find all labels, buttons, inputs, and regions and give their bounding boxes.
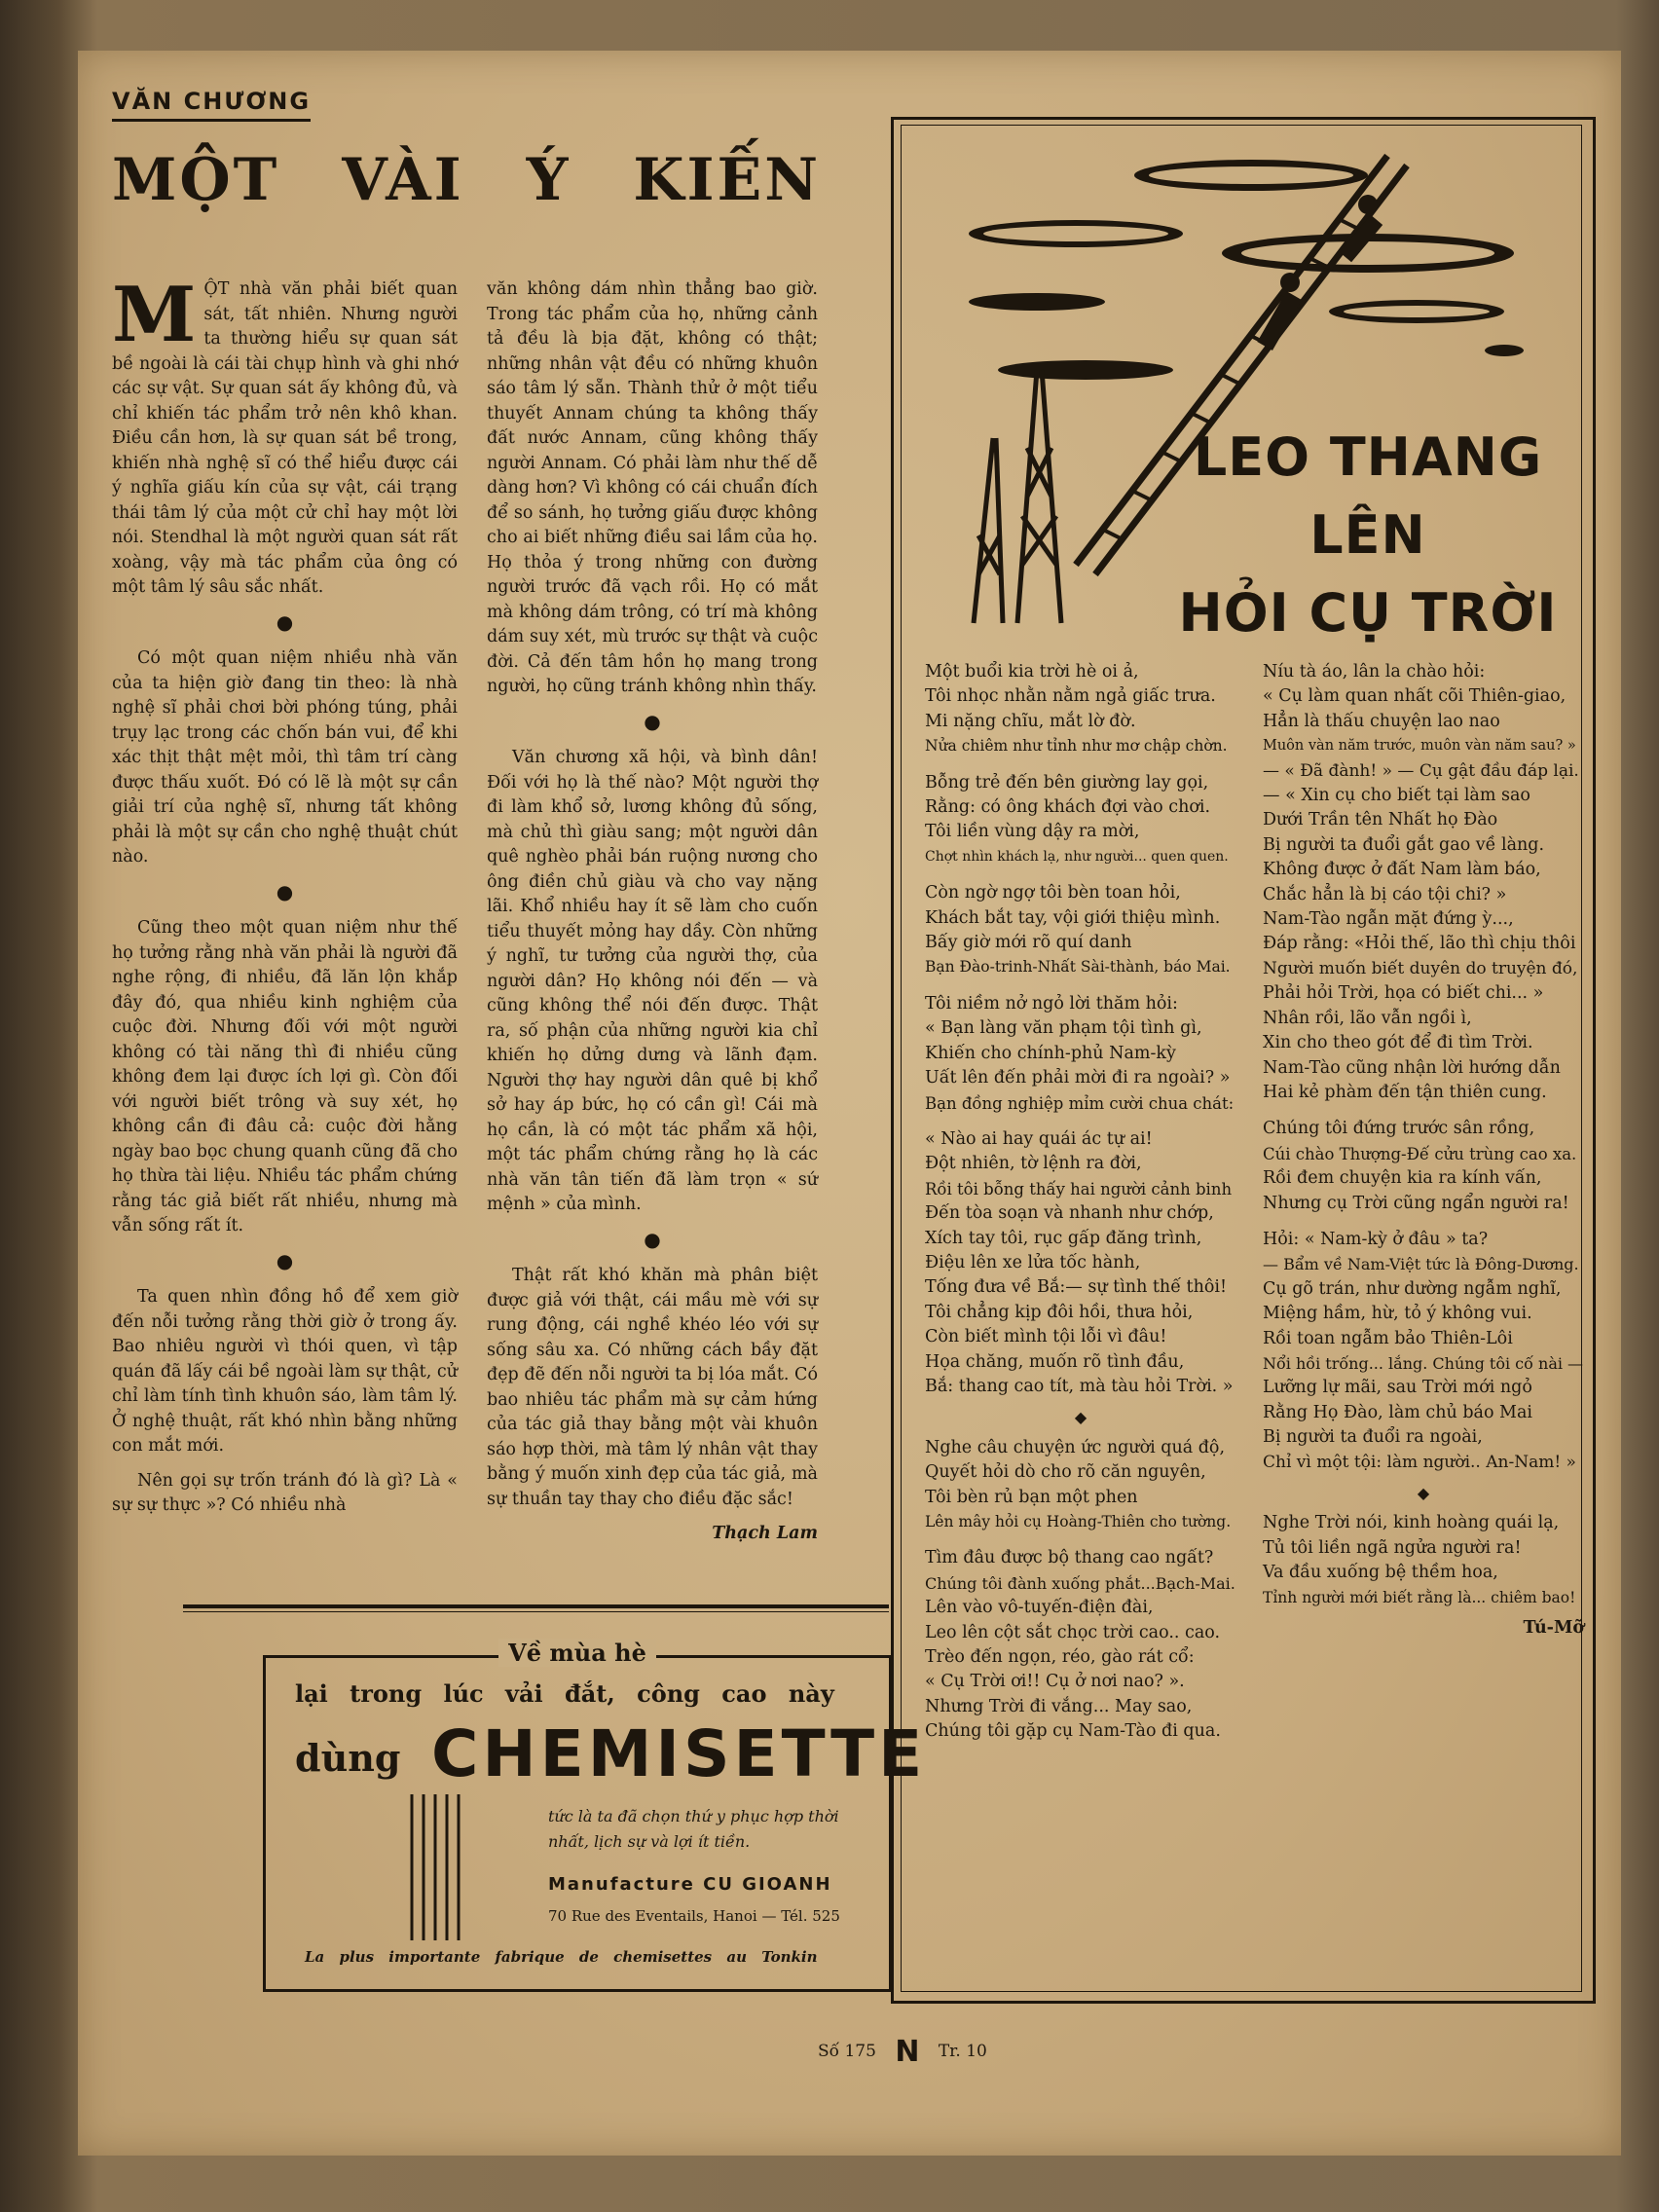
poem-line: Khách bắt tay, vội giới thiệu mình.	[925, 907, 1221, 928]
ad-address: 70 Rue des Eventails, Hanoi — Tél. 525	[548, 1907, 840, 1925]
poem-line: Xin cho theo gót để đi tìm Trời.	[1263, 1033, 1533, 1053]
poem-line: Hẳn là thấu chuyện lao nao	[1263, 711, 1500, 731]
poem-line: Điệu lên xe lửa tốc hành,	[925, 1252, 1141, 1272]
poem-line: Lưỡng lự mãi, sau Trời mới ngỏ	[1263, 1378, 1532, 1398]
poem-line: Chỉ vì một tội: làm người.. An-Nam! »	[1263, 1452, 1576, 1472]
poem-line: Bỗng trẻ đến bên giường lay gọi,	[925, 772, 1209, 793]
poem-line: Còn ngờ ngợ tôi bèn toan hỏi,	[925, 883, 1181, 903]
poem-line: Rồi đem chuyện kia ra kính vấn,	[1263, 1168, 1542, 1189]
poem-line: — « Xin cụ cho biết tại làm sao	[1263, 786, 1530, 806]
bullet-separator: ●	[644, 709, 661, 733]
poem-line: Chúng tôi đứng trước sân rồng,	[1263, 1119, 1535, 1139]
poem-line: Họa chăng, muốn rõ tình đầu,	[925, 1351, 1185, 1372]
article-paragraph: Nên gọi sự trốn tránh đó là gì? Là « sự sự thực »? Có nhiều nhà	[112, 1470, 458, 1515]
poem-line: Phải hỏi Trời, họa có biết chi... »	[1263, 983, 1544, 1004]
poem-line: Chợt nhìn khách lạ, như người... quen quen.	[925, 848, 1229, 865]
poem-line: Nghe Trời nói, kinh hoàng quái lạ,	[1263, 1513, 1560, 1533]
poem-line: Lên vào vô-tuyến-điện đài,	[925, 1598, 1154, 1618]
ad-manufacturer: Manufacture CU GIOANH	[548, 1874, 832, 1895]
poem-line: Tôi nhọc nhằn nằm ngả giấc trưa.	[925, 686, 1216, 707]
section-label: VĂN CHƯƠNG	[112, 88, 311, 122]
poem-line: Bấy giờ mới rõ quí danh	[925, 933, 1132, 953]
poem-title-line2: HỎI CỤ TRỜI	[1178, 582, 1558, 644]
poem-line: Uất lên đến phải mời đi ra ngoài? »	[925, 1068, 1231, 1088]
stanza-gap	[925, 980, 1236, 992]
bullet-separator: ●	[276, 609, 294, 634]
poem-title-line1: LEO THANG LÊN	[1193, 426, 1543, 566]
poem-line: Nhân rồi, lão vẫn ngồi ì,	[1263, 1008, 1472, 1028]
poem-line: Mi nặng chĩu, mắt lờ đờ.	[925, 711, 1136, 731]
page-number: Tr. 10	[938, 2042, 987, 2061]
ad-tagline: tức là ta đã chọn thứ y phục hợp thời nhất, lịch sự và lợi ít tiền.	[548, 1807, 839, 1851]
poem-line: Tống đưa về Bắ:— sự tình thế thôi!	[925, 1277, 1228, 1298]
poem-line: Bị người ta đuổi gắt gao về làng.	[1263, 834, 1545, 855]
poem-line: Nhưng cụ Trời cũng ngẩn người ra!	[1263, 1193, 1569, 1213]
article-paragraph: Cũng theo một quan niệm như thế họ tưởng rằng nhà văn phải là người đã nghe rộng, đi nhiều, đã lăn lộn khắp đây đó, qua nhiều kinh nghiệm của cuộc đời. Nhưng đối với một người không có tài năng thì đi nhiều cũng không đem lại được ích lợi gì. Còn đối với người biết trông và suy xét, họ không cần đi đâu cả: cuộc đời hằng ngày bao bọc chung quanh cũng đã cho họ thừa tài liệu. Nhiều tác phẩm chứng rằng tác giả biết rất nhiều, nhưng mà vẫn sống rất ít.	[112, 918, 458, 1235]
diamond-separator: ◆	[1074, 1408, 1088, 1427]
article-paragraph: Ta quen nhìn đồng hồ để xem giờ đến nỗi tưởng rằng thời giờ ở trong ấy. Bao nhiêu người vì thói quen, vì tập quán đã lấy cái bề ngoài làm sự thật, cử chỉ làm tính tình khuôn sáo, làm tâm lý. Ở nghệ thuật, rất khó nhìn bằng những con mắt mới.	[112, 1287, 458, 1456]
ad-line2: lại trong lúc vải đắt, công cao này	[295, 1679, 834, 1708]
ad-headline	[266, 1639, 889, 1667]
poem-line: Tìm đâu được bộ thang cao ngất?	[925, 1548, 1214, 1568]
poem-line: Tôi liền vùng dậy ra mời,	[925, 822, 1140, 842]
poem-line: Dưới Trần tên Nhất họ Đào	[1263, 810, 1498, 830]
poem-line: Chúng tôi đành xuống phắt...Bạch-Mai.	[925, 1573, 1235, 1593]
article-intro	[112, 271, 458, 601]
chemisette-advertisement	[263, 1639, 927, 1992]
stanza-gap	[925, 759, 1236, 771]
poem-line: Trèo đến ngọn, réo, gào rát cổ:	[925, 1647, 1195, 1668]
ad-line1: Về mùa hè	[498, 1639, 656, 1667]
poem-line: « Cụ Trời ơi!! Cụ ở nơi nao? ».	[925, 1672, 1185, 1692]
ad-lead: dùng	[295, 1736, 401, 1780]
article-author: Thạch Lam	[712, 1524, 818, 1543]
poem-line: Leo lên cột sắt chọc trời cao.. cao.	[925, 1622, 1221, 1642]
poem-line: Cúi chào Thượng-Đế cửu trùng cao xa.	[1263, 1144, 1577, 1163]
magazine-logo: N	[895, 2035, 920, 2069]
poem-line: « Cụ làm quan nhất cõi Thiên-giao,	[1263, 686, 1567, 707]
ad-brand: CHEMISETTE	[431, 1716, 927, 1791]
poem-line: — Bẩm về Nam-Việt tức là Đông-Dương.	[1263, 1255, 1579, 1274]
page-footer	[818, 2035, 987, 2069]
poem-line: Va đầu xuống bệ thềm hoa,	[1263, 1563, 1498, 1583]
poem-line: Bắ: thang cao tít, mà tàu hỏi Trời. »	[925, 1376, 1234, 1396]
poem-line: Rồi tôi bỗng thấy hai người cảnh binh	[925, 1179, 1233, 1198]
poem-title	[1168, 419, 1567, 652]
divider-thin	[183, 1611, 889, 1612]
poem-line: Rằng Họ Đào, làm chủ báo Mai	[1263, 1402, 1533, 1422]
poem-line: Nửa chiêm như tỉnh như mơ chập chờn.	[925, 737, 1228, 756]
poem-line: Nổi hồi trống... lắng. Chúng tôi cố nài —	[1263, 1353, 1584, 1373]
ad-footer: La plus importante fabrique de chemisettes au Tonkin	[305, 1948, 818, 1966]
poem-line: Xích tay tôi, rục gấp đăng trình,	[925, 1228, 1202, 1248]
article-column-2	[487, 277, 818, 1547]
issue-number: Số 175	[818, 2042, 876, 2061]
drop-cap: M	[112, 271, 197, 359]
article-paragraph: Thật rất khó khăn mà phân biệt được giả với thật, cái mầu mè với sự rung động, cái nghề khéo léo với sự sống sâu xa. Có những cách bầy đặt đẹp đẽ đến nỗi người ta bị lóa mắt. Có bao nhiêu tác phẩm mà sự cảm hứng của tác giả thay bằng một vài khuôn sáo hợp thời, mà tâm lý nhân vật thay bằng ý muốn xinh đẹp của tác giả, mà sự thuần tay thay cho điều đặc sắc!	[487, 1266, 818, 1509]
poem-line: Bạn Đào-trinh-Nhất Sài-thành, báo Mai.	[925, 958, 1231, 977]
article-paragraph: Văn chương xã hội, và bình dân! Đối với họ là thế nào? Một người thợ đi làm khổ sở, lương không đủ sống, mà chủ thì giàu sang; một người dân quê nghèo phải bán ruộng nương cho ông điền chủ giàu và cho vay nặng lãi. Khổ nhiều hay ít sẽ làm cho cuốn tiểu thuyết mỏng hay dầy. Còn những ý nghĩ, tư tưởng của người thợ, của người dân? Họ không nói đến — và cũng không thể nói đến được. Thật ra, số phận của những người kia chỉ khiến họ dửng dưng và lãnh đạm. Người thợ hay người dân quê bị khổ sở hay áp bức, họ có cần gì! Cái mà họ cần, là có một tác phẩm xã hội, một tác phẩm chứng rằng họ là các nhà văn tân tiến đã làm trọn « sứ mệnh » của mình.	[487, 748, 818, 1214]
diamond-separator: ◆	[1417, 1484, 1430, 1502]
bullet-separator: ●	[644, 1227, 661, 1251]
poem-line: Bạn đồng nghiệp mỉm cười chua chát:	[925, 1093, 1235, 1113]
poem-line: Lên mây hỏi cụ Hoàng-Thiên cho tường.	[925, 1513, 1232, 1530]
bullet-separator: ●	[276, 1248, 294, 1272]
poem-line: Một buổi kia trời hè oi ả,	[925, 662, 1139, 682]
poem-line: Rằng: có ông khách đợi vào chơi.	[925, 797, 1211, 818]
poem-line: Đến tòa soạn và nhanh như chớp,	[925, 1203, 1214, 1224]
poem-line: Hai kẻ phàm đến tận thiên cung.	[1263, 1082, 1547, 1102]
poem-line: Bị người ta đuổi ra ngoài,	[1263, 1427, 1483, 1448]
poem-line: Muôn vàn năm trước, muôn vàn năm sau? »	[1263, 738, 1576, 755]
poem-line: Nam-Tào ngẫn mặt đứng ỳ...,	[1263, 909, 1514, 930]
stanza-gap	[1263, 1216, 1584, 1228]
poem-line: Nhưng Trời đi vắng... May sao,	[925, 1696, 1193, 1716]
poem-line: « Bạn làng văn phạm tội tình gì,	[925, 1018, 1202, 1039]
poem-line: Tỉnh người mới biết rằng là... chiêm bao!	[1263, 1588, 1576, 1606]
article-title: MỘT VÀI Ý KIẾN	[112, 146, 822, 214]
poem-line: Người muốn biết duyên do truyện đó,	[1263, 958, 1578, 978]
poem-line: Không được ở đất Nam làm báo,	[1263, 860, 1541, 880]
poem-line: Chúng tôi gặp cụ Nam-Tào đi qua.	[925, 1721, 1221, 1742]
poem-line: Tủ tôi liền ngã ngửa người ra!	[1263, 1537, 1522, 1558]
poem-line: Miệng hầm, hừ, tỏ ý không vui.	[1263, 1304, 1532, 1324]
stanza-gap	[1263, 1105, 1584, 1117]
poem-line: Rồi toan ngẫm bảo Thiên-Lôi	[1263, 1328, 1513, 1348]
poem-line: Tôi chẳng kịp đôi hồi, thưa hỏi,	[925, 1302, 1194, 1322]
stanza-gap	[925, 1116, 1236, 1127]
poem-line: Tôi niềm nở ngỏ lời thăm hỏi:	[925, 993, 1178, 1014]
article-paragraph: Có một quan niệm nhiều nhà văn của ta hiện giờ đang tin theo: là nhà nghệ sĩ phải chơi bời phóng túng, phải trụy lạc trong các chốn bán vui, để khi xác thịt thật mệt mỏi, thì tâm trí càng được thấu xuốt. Đó có lẽ là một sự cần giải trí của nghệ sĩ, nhưng tất không phải là một sự cần cho nghệ thuật chút nào.	[112, 648, 458, 866]
poem-line: Quyết hỏi dò cho rõ căn nguyên,	[925, 1462, 1206, 1483]
poem-line: Khiến cho chính-phủ Nam-kỳ	[925, 1043, 1176, 1063]
poem-line: Còn biết mình tội lỗi vì đâu!	[925, 1327, 1167, 1347]
poem-line: — « Đã đành! » — Cụ gật đầu đáp lại.	[1263, 760, 1579, 781]
article-paragraph: văn không dám nhìn thẳng bao giờ. Trong tác phẩm của họ, những cảnh tả đều là bịa đặt, không có thật; những nhân vật đều có những khuôn sáo tâm lý sẵn. Thành thử ở một tiểu thuyết Annam chúng ta không thấy đất nước Annam, cũng không thấy người Annam. Có phải làm như thế dễ dàng hơn? Vì không có cái chuẩn đích để so sánh, họ tưởng giấu được không cho ai biết những điều sai lầm của họ. Họ thỏa ý trong những con đường người trước đã vạch rồi. Họ có mắt mà không dám trông, có trí mà không dám suy xét, mù trước sự thật và cuộc đời. Cả đến tâm hồn họ mang trong người, họ cũng tránh không nhìn thấy.	[487, 279, 818, 696]
stanza-gap	[925, 869, 1236, 881]
bullet-separator: ●	[276, 879, 294, 903]
poem-line: « Nào ai hay quái ác tự ai!	[925, 1128, 1153, 1149]
article-intro-text: ỘT nhà văn phải biết quan sát, tất nhiên. Nhưng người ta thường hiểu sự quan sát bề ngoài là cái tài chụp hình và ghi nhớ các sự vật. Sự quan sát ấy không đủ, và chỉ khiến tác phẩm trở nên khô khan. Điều cần hơn, là sự quan sát bề trong, khiến nhà nghệ sĩ có thể hiểu được cái ý nghĩa giấu kín của sự vật, cái trạng thái tâm lý của một cử chỉ hay một lời nói. Stendhal là một người quan sát rất xoàng, vậy mà tác phẩm của ông có một tâm lý sâu sắc nhất.	[112, 279, 458, 597]
poem-line: Nghe câu chuyện ức người quá độ,	[925, 1437, 1226, 1457]
poem-line: Tôi bèn rủ bạn một phen	[925, 1487, 1138, 1507]
shirt-stripes-graphic	[407, 1794, 465, 1940]
stanza-gap	[925, 1534, 1236, 1546]
poem-line: Cụ gõ trán, như dường ngẫm nghĩ,	[1263, 1278, 1562, 1299]
poem-line: Đáp rằng: «Hỏi thế, lão thì chịu thôi	[1263, 934, 1576, 954]
poem-line: Hỏi: « Nam-kỳ ở đâu » ta?	[1263, 1229, 1489, 1249]
poem-column-right	[1263, 660, 1584, 1641]
poem-line: Đột nhiên, tờ lệnh ra đời,	[925, 1154, 1142, 1174]
poem-column-left	[925, 660, 1236, 1745]
poem-line: Níu tà áo, lân la chào hỏi:	[1263, 662, 1486, 682]
article-column-1	[112, 271, 458, 1529]
divider-thick	[183, 1604, 889, 1608]
poem-line: Nam-Tào cũng nhận lời hướng dẫn	[1263, 1057, 1561, 1078]
poem-author: Tú-Mỡ	[1523, 1618, 1584, 1639]
poem-line: Chắc hẳn là bị cáo tội chi? »	[1263, 884, 1507, 904]
